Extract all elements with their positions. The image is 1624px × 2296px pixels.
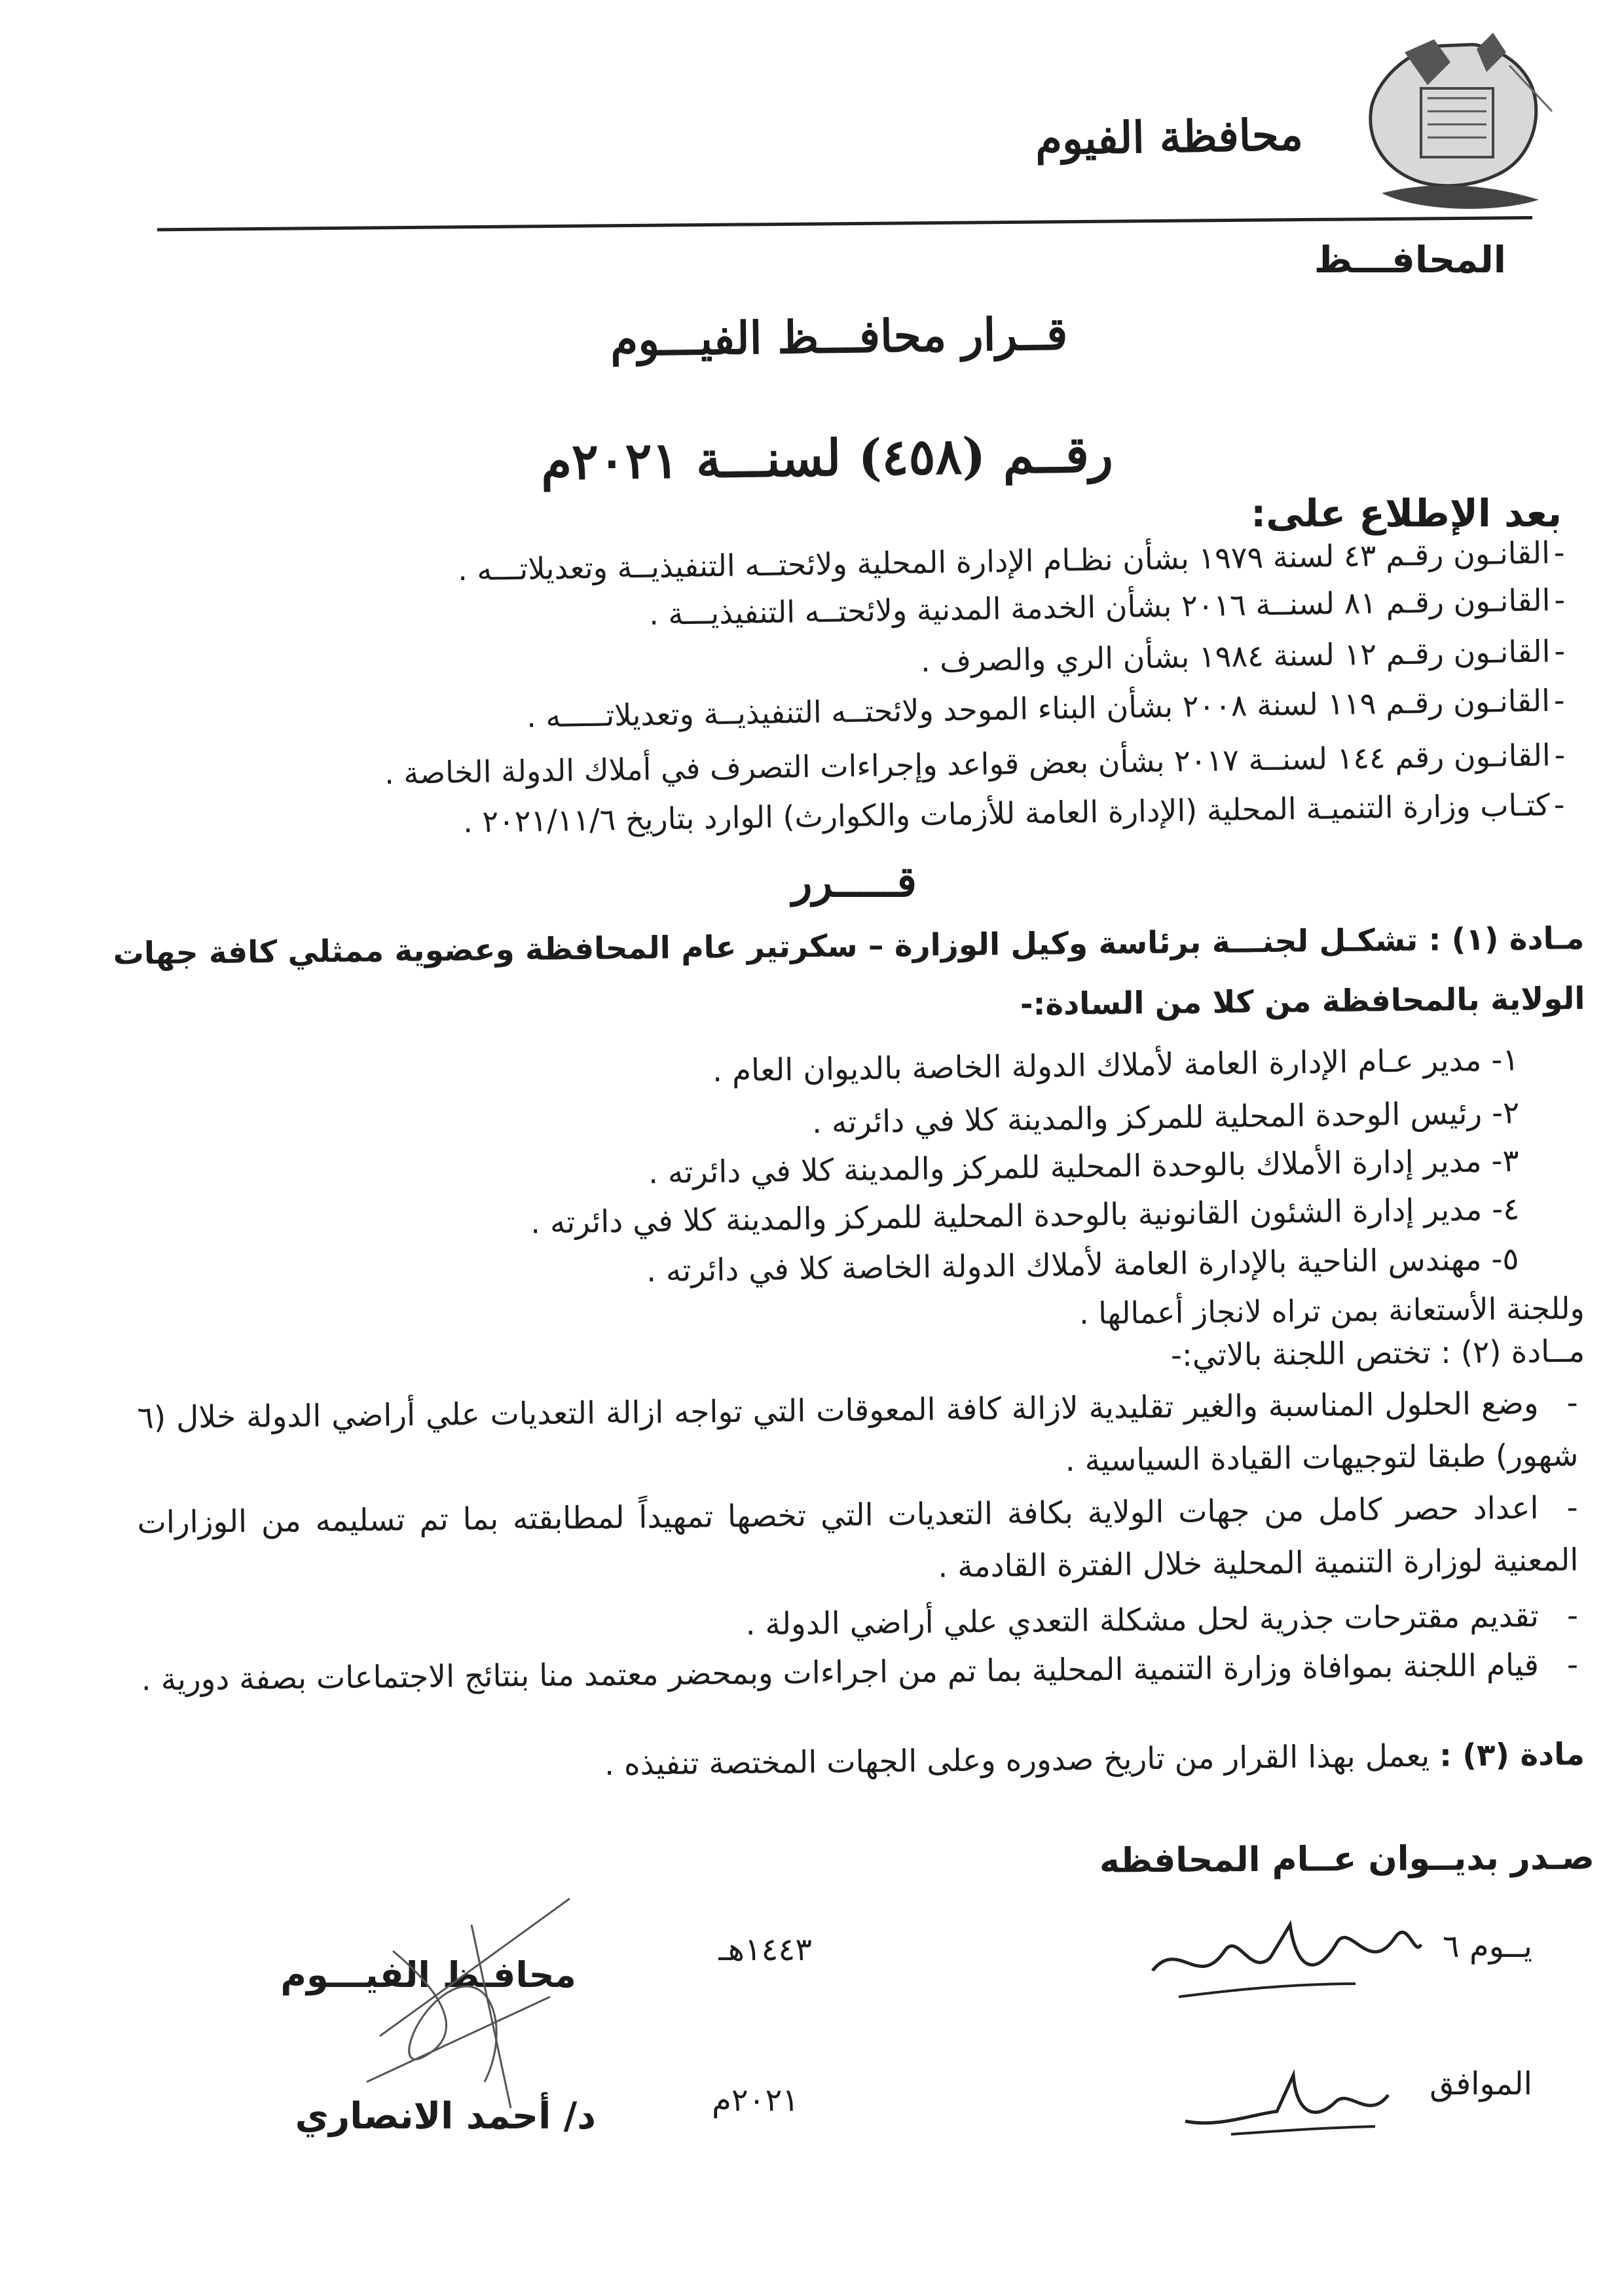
preamble-item: -كتـاب وزارة التنميـة المحلية (الإدارة العامة للأزمات والكوارث) الوارد بتاريخ ٢٠٢١/١١/٦ .	[463, 786, 1566, 840]
decree-number: رقــم (٤٥٨) لسنـــة ٢٠٢١م	[540, 424, 1114, 492]
governorate-header: محافظة الفيوم	[1035, 109, 1304, 165]
committee-task: -تقديم مقترحات جذرية لحل مشكلة التعدي علي أراضي الدولة .	[745, 1597, 1579, 1643]
preamble-intro: بعد الإطلاع على:	[1251, 491, 1562, 536]
preamble-item: -القانـون رقم ١٤٤ لسنــة ٢٠١٧ بشأن بعض قواعد وإجراءات التصرف في أملاك الدولة الخاصة .	[384, 737, 1566, 792]
committee-member: ٣- مدير إدارة الأملاك بالوحدة المحلية للمركز والمدينة كلا في دائرته .	[648, 1142, 1520, 1192]
header-rule	[157, 216, 1532, 231]
committee-task: -قيام اللجنة بموافاة وزارة التنمية المحلية بما تم من اجراءات وبمحضر معتمد منا بنتائج الاجتماعات بصفة دورية .	[141, 1647, 1579, 1698]
agree-label: الموافق	[1430, 2066, 1532, 2102]
governorate-emblem-icon	[1342, 26, 1565, 216]
article-1-closing: وللجنة الأستعانة بمن تراه لانجاز أعمالها .	[1079, 1290, 1585, 1332]
handwritten-hijri-month	[1139, 1899, 1428, 2016]
committee-task: -اعداد حصر كامل من جهات الولاية بكافة التعديات التي تخصها تمهيداً لمطابقته بما تم تسليمه من الوزارات المعنية لوزارة التنمية المحلية خلال الفترة القادمة .	[137, 1489, 1579, 1585]
hijri-year: ١٤٤٣هـ	[718, 1931, 812, 1968]
office-label: المحافـــظ	[1314, 239, 1506, 282]
article-3: مادة (٣) : يعمل بهذا القرار من تاريخ صدوره وعلى الجهات المختصة تنفيذه .	[604, 1736, 1585, 1783]
committee-task: -وضع الحلول المناسبة والغير تقليدية لازالة كافة المعوقات التي تواجه ازالة التعديات علي أراضي الدولة خلال (٦ شهور) طبقا لتوجيهات القيادة السياسية .	[137, 1385, 1579, 1479]
preamble-item: -القانـون رقـم ٤٣ لسنة ١٩٧٩ بشأن نظـام الإدارة المحلية ولائحتــه التنفيذيــة وتعديلاتـــه .	[458, 534, 1566, 588]
handwritten-gregorian-month	[1179, 2049, 1395, 2147]
issued-at: صـدر بديــوان عــام المحافظه	[1099, 1838, 1595, 1881]
signature-mark	[354, 1886, 589, 2121]
decree-title: قــرار محافـــظ الفيـــوم	[610, 308, 1068, 367]
article-2-heading: مــادة (٢) : تختص اللجنة بالاتي:-	[1170, 1333, 1585, 1374]
article-1: مـادة (١) : تشكـل لجنـــة برئاسة وكيل الوزارة – سكرتير عام المحافظة وعضوية ممثلي كافة جهات الولاية بالمحافظة من كلا من السادة:-	[113, 920, 1585, 1023]
committee-member: ١- مدير عـام الإدارة العامة لأملاك الدولة الخاصة بالديوان العام .	[712, 1042, 1520, 1089]
day-label: يــوم ٦	[1442, 1928, 1532, 1965]
gregorian-year: ٢٠٢١م	[712, 2082, 799, 2119]
preamble-item: -القانـون رقـم ٨١ لسنــة ٢٠١٦ بشأن الخدمة المدنية ولائحتــه التنفيذيـــة .	[648, 582, 1566, 632]
decided-heading: قـــــرر	[792, 858, 917, 907]
signatory-title: محافـظ الفيـــوم	[280, 1954, 576, 1995]
preamble-item: -القانـون رقـم ١١٩ لسنة ٢٠٠٨ بشأن البناء الموحد ولائحتــه التنفيذيــة وتعديلاتـــــه .	[526, 682, 1566, 735]
preamble-item: -القانـون رقـم ١٢ لسنة ١٩٨٤ بشأن الري والصرف .	[920, 633, 1566, 679]
committee-member: ٥- مهندس الناحية بالإدارة العامة لأملاك الدولة الخاصة كلا في دائرته .	[646, 1241, 1520, 1290]
committee-member: ٢- رئيس الوحدة المحلية للمركز والمدينة كلا في دائرته .	[811, 1095, 1520, 1141]
committee-member: ٤- مدير إدارة الشئون القانونية بالوحدة المحلية للمركز والمدينة كلا في دائرته .	[530, 1191, 1520, 1241]
signatory-name: د/ أحمد الانصاري	[295, 2095, 596, 2138]
